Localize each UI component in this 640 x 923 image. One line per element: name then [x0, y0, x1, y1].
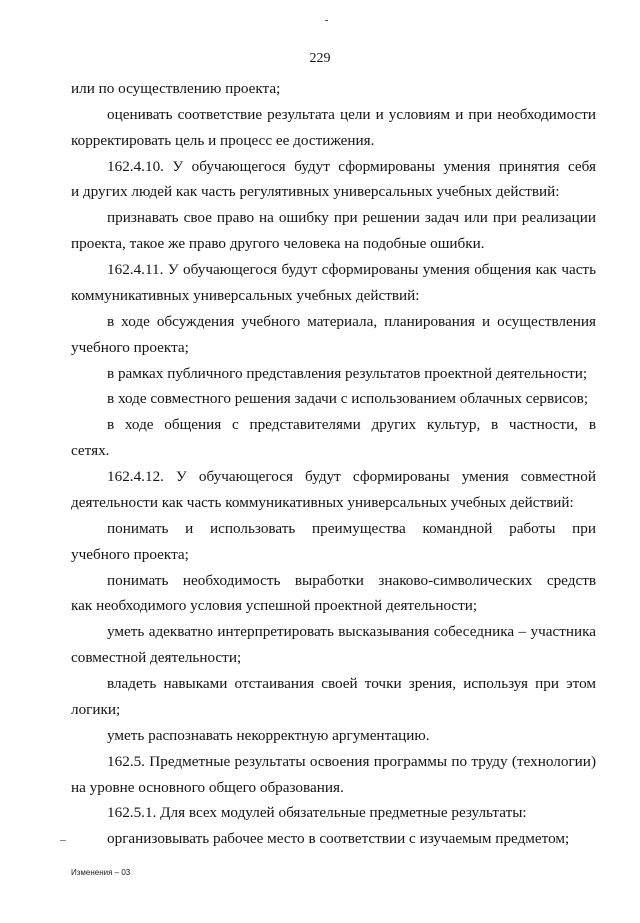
- text-line: или по осуществлению проекта;: [71, 80, 281, 97]
- text-line: учебного проекта;: [71, 339, 189, 356]
- text-line: организовывать рабочее место в соответствии с изучаемым предметом;: [107, 830, 570, 847]
- text-line: совместной деятельности;: [71, 649, 242, 666]
- text-line: на уровне основного общего образования.: [71, 779, 344, 796]
- text-line: понимать необходимость выработки знаково-символических средств: [107, 572, 596, 589]
- text-line: уметь распознавать некорректную аргументацию.: [107, 727, 430, 744]
- text-line: как необходимого условия успешной проектной деятельности;: [71, 597, 478, 614]
- text-line: корректировать цель и процесс ее достижения.: [71, 132, 375, 149]
- text-line: 162.5. Предметные результаты освоения программы по труду (технологии): [107, 753, 596, 770]
- scan-mark: [325, 20, 328, 21]
- text-line: оценивать соответствие результата цели и условиям и при необходимости: [107, 106, 596, 123]
- text-line: проекта, такое же право другого человека на подобные ошибки.: [71, 235, 485, 252]
- text-line: в рамках публичного представления результатов проектной деятельности;: [107, 365, 588, 382]
- page-number: 229: [309, 51, 331, 66]
- text-line: владеть навыками отстаивания своей точки зрения, используя при этом: [107, 675, 596, 692]
- text-line: в ходе обсуждения учебного материала, планирования и осуществления: [107, 313, 596, 330]
- text-line: уметь адекватно интерпретировать высказывания собеседника – участника: [107, 623, 596, 640]
- text-line: в ходе общения с представителями других культур, в частности, в: [107, 416, 596, 433]
- text-line: деятельности как часть коммуникативных универсальных учебных действий:: [71, 494, 574, 511]
- text-line: 162.4.11. У обучающегося будут сформированы умения общения как часть: [107, 261, 596, 278]
- text-line: в ходе совместного решения задачи с использованием облачных сервисов;: [107, 390, 589, 407]
- scan-mark: [60, 840, 66, 841]
- text-line: коммуникативных универсальных учебных действий:: [71, 287, 420, 304]
- footer-revision-note: Изменения – 03: [71, 868, 131, 877]
- text-line: 162.4.12. У обучающегося будут сформированы умения совместной: [107, 468, 596, 485]
- text-line: сетях.: [71, 442, 110, 459]
- text-line: учебного проекта;: [71, 546, 189, 563]
- text-line: понимать и использовать преимущества командной работы при: [107, 520, 596, 537]
- text-line: 162.4.10. У обучающегося будут сформированы умения принятия себя: [107, 158, 596, 175]
- text-line: и других людей как часть регулятивных универсальных учебных действий:: [71, 183, 560, 200]
- text-line: признавать свое право на ошибку при решении задач или при реализации: [107, 209, 596, 226]
- text-line: логики;: [71, 701, 121, 718]
- text-line: 162.5.1. Для всех модулей обязательные предметные результаты:: [107, 804, 527, 821]
